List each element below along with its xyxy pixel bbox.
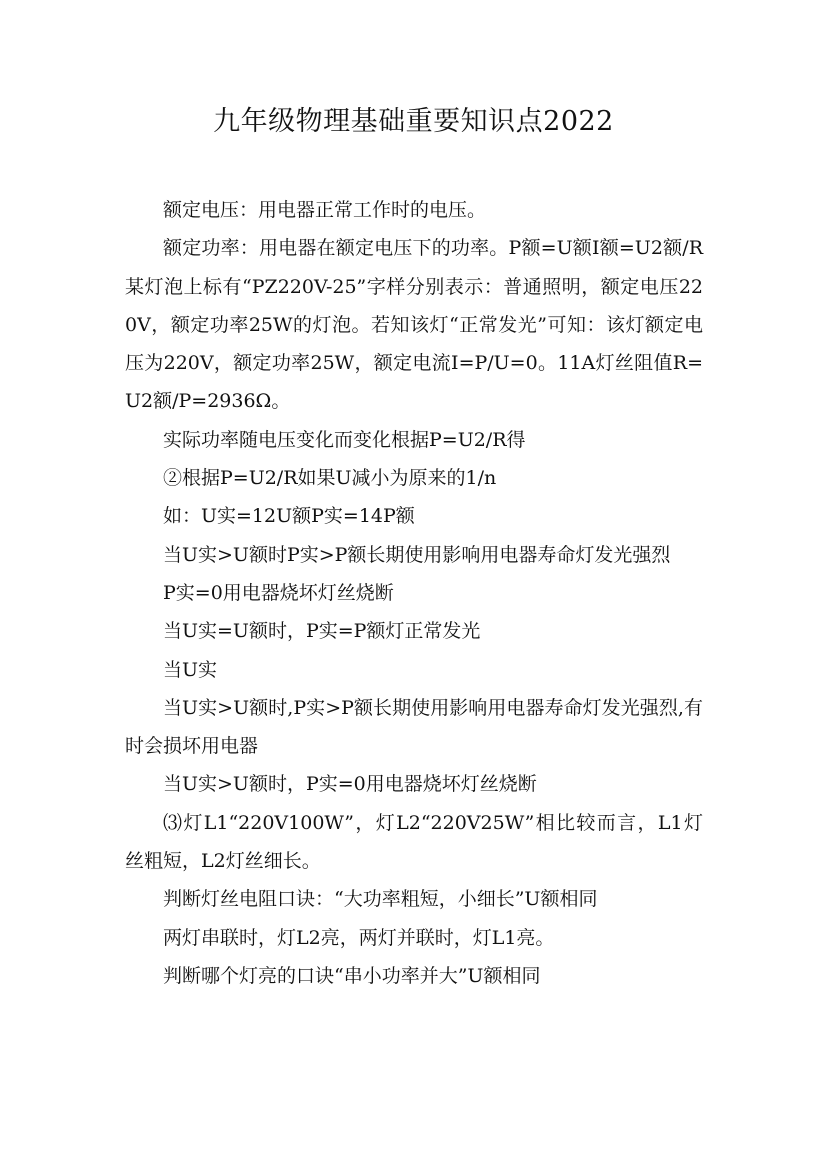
paragraph-overvoltage: 当U实>U额时P实>P额长期使用影响用电器寿命灯发光强烈 xyxy=(163,543,671,566)
paragraph-resistance-rhyme: 判断灯丝电阻口诀：“大功率粗短，小细长”U额相同 xyxy=(163,888,598,911)
paragraph-lamp-comparison: ⑶灯L1“220V100W”，灯L2“220V25W”相比较而言，L1灯丝粗短，L2灯丝细长。 xyxy=(125,811,703,873)
paragraph-normal: 当U实=U额时，P实=P额灯正常发光 xyxy=(163,620,481,643)
paragraph-burnout: P实=0用电器烧坏灯丝烧断 xyxy=(163,581,394,604)
paragraph-undervoltage: 当U实 xyxy=(163,658,218,681)
paragraph-actual-power: 实际功率随电压变化而变化根据P=U2/R得 xyxy=(163,428,526,451)
paragraph-rated-power: 额定功率：用电器在额定电压下的功率。P额=U额I额=U2额/R某灯泡上标有“PZ220V-25”字样分别表示：普通照明，额定电压220V，额定功率25W的灯泡。若知该灯“正常发光”可知：该灯额定电压为220V，额定功率25W，额定电流I=P/U=0。11A灯丝阻值R=U2额/P=2936Ω。 xyxy=(125,237,703,413)
paragraph-overvoltage-damage: 当U实>U额时,P实>P额长期使用影响用电器寿命灯发光强烈,有时会损坏用电器 xyxy=(125,696,703,758)
paragraph-brightness-rhyme: 判断哪个灯亮的口诀“串小功率并大”U额相同 xyxy=(163,964,541,987)
paragraph-rated-voltage: 额定电压：用电器正常工作时的电压。 xyxy=(163,199,487,221)
document-title: 九年级物理基础重要知识点2022 xyxy=(213,106,614,137)
paragraph-series-parallel: 两灯串联时，灯L2亮，两灯并联时，灯L1亮。 xyxy=(163,926,555,949)
document-body xyxy=(125,191,703,995)
paragraph-overvoltage-burnout: 当U实>U额时，P实=0用电器烧坏灯丝烧断 xyxy=(163,773,537,796)
paragraph-example: 如：U实=12U额P实=14P额 xyxy=(163,505,415,528)
paragraph-voltage-reduce: ②根据P=U2/R如果U减小为原来的1/n xyxy=(163,467,497,490)
